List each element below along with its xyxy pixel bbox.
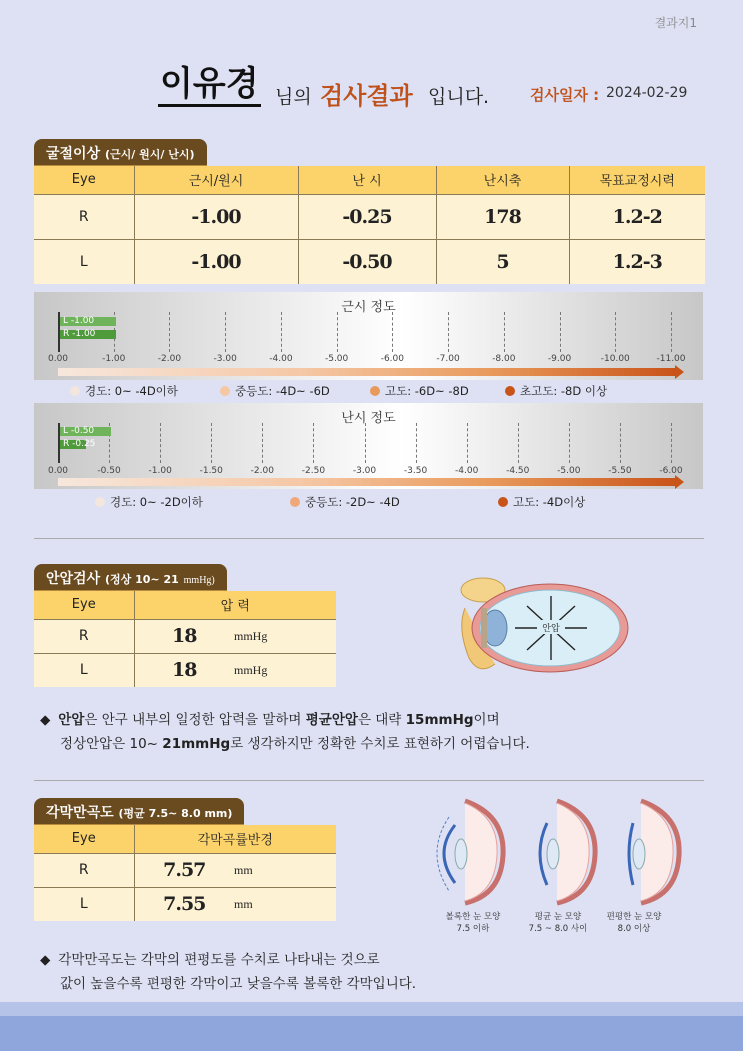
myopia-gauge [34,292,703,380]
note-text: 각막만곡도는 각막의 편평도를 수치로 나타내는 것으로 [58,952,380,968]
iop-diagram-label: 안압 [542,624,560,634]
gauge-scale-label: -5.00 [557,466,581,476]
gauge-tick [225,312,226,352]
gauge-tick [160,423,161,463]
gauge-tick [560,312,561,352]
iop-note-line2 [40,732,530,756]
note-text: 은 안구 내부의 일정한 압력을 말하며 [84,712,302,728]
caption-line: 평균 눈 모양 [534,912,582,922]
gauge-scale-label: -11.00 [656,354,686,364]
iop-value: 18 [134,653,234,687]
caption-line: 편평한 눈 모양 [606,912,662,922]
target-cell: 1.2-3 [569,239,705,284]
eye-cell: R [34,619,134,653]
gauge-scale-label: -4.00 [269,354,293,364]
average-eye-caption [518,911,598,935]
legend-label: 경도: 0~ -2D이하 [110,495,203,509]
caption-line: 7.5 이하 [456,924,490,934]
gauge-scale-label: -5.00 [324,354,349,364]
gauge-scale-label: -2.50 [301,466,326,476]
gauge-tick [448,312,449,352]
note-text: 값이 높을수록 편평한 각막이고 낮을수록 볼록한 각막입니다. [60,976,417,992]
gauge-scale-label: -10.00 [600,354,630,364]
footer-band [0,1002,743,1016]
legend-item [505,384,607,398]
gauge-tick [518,423,519,463]
axis-cell: 178 [436,194,569,239]
legend-item [290,494,498,510]
cyl-cell: -0.25 [298,194,436,239]
steep-eye-caption [433,911,513,935]
legend-dot [290,497,300,507]
astigmatism-legend [95,494,585,510]
flat-eye-caption [594,911,674,935]
note-bold: 21mmHg [162,736,231,752]
gauge-scale-label: -3.50 [403,466,428,476]
gauge-bar: L -1.00 [60,317,116,326]
honorific: 님의 [275,86,312,108]
gauge-tick [392,312,393,352]
sph-cell: -1.00 [134,194,298,239]
sph-cell: -1.00 [134,239,298,284]
curvature-unit: mm [234,853,336,887]
eye-cell: L [34,239,134,284]
legend-dot [498,497,508,507]
col-cyl: 난 시 [298,166,436,194]
iop-subtitle-text: (정상 10~ 21 [104,573,179,586]
cornea-section-title [34,798,244,824]
diamond-icon: ◆ [40,952,51,968]
col-eye: Eye [34,166,134,194]
gauge-severity-arrow [58,478,675,486]
gauge-scale-label: -1.50 [199,466,223,476]
iop-value: 18 [134,619,234,653]
col-curvature: 각막곡률반경 [134,825,336,853]
patient-name: 이유경 [158,64,261,107]
astigmatism-gauge-title: 난시 정도 [341,411,396,426]
gauge-bar: L -0.50 [60,427,111,436]
gauge-tick [569,423,570,463]
cornea-note-line2 [40,972,416,996]
cornea-note [40,948,416,996]
legend-item [95,494,290,510]
legend-item [498,495,585,509]
flat-eye-icon [629,801,679,903]
axis-cell: 5 [436,239,569,284]
exam-date-label: 검사일자 : [530,86,600,104]
table-row [34,619,336,653]
gauge-severity-arrow [58,368,675,376]
gauge-scale-label: 0.00 [47,354,69,364]
legend-item [220,383,370,399]
col-pressure: 압 력 [134,591,336,619]
cyl-cell: -0.50 [298,239,436,284]
cornea-shape-illustration [425,795,685,907]
diamond-icon: ◆ [40,712,51,728]
gauge-scale-label: -2.00 [157,354,182,364]
gauge-tick [615,312,616,352]
report-title [0,62,743,112]
gauge-scale-label: -1.00 [148,466,172,476]
iop-unit: mmHg [234,619,336,653]
myopia-gauge-title: 근시 정도 [341,300,396,315]
gauge-tick [365,423,366,463]
cornea-note-line1 [40,948,416,972]
eye-cell: R [34,194,134,239]
gauge-tick [262,423,263,463]
legend-label: 고도: -4D이상 [513,495,586,509]
legend-dot [70,386,80,396]
eye-cell: L [34,887,134,921]
table-row [34,194,705,239]
iop-table [34,591,336,687]
gauge-scale-label: -3.00 [213,354,237,364]
note-bold: 안압 [58,712,85,728]
gauge-tick [416,423,417,463]
gauge-tick [467,423,468,463]
table-row [34,653,336,687]
cornea-header-row [34,825,336,853]
gauge-scale-label: -3.00 [352,466,377,476]
legend-label: 경도: 0~ -4D이하 [85,384,178,398]
caption-line: 8.0 이상 [617,924,651,934]
refraction-section-title [34,139,207,165]
col-axis: 난시축 [436,166,569,194]
iop-note [40,708,530,756]
note-bold: 평균안압 [305,712,358,728]
gauge-bar: R -1.00 [60,330,116,339]
iop-header-row [34,591,336,619]
iop-subtitle-unit: mmHg) [183,575,215,586]
legend-label: 중등도: -2D~ -4D [305,495,400,509]
refraction-header-row [34,166,705,194]
curvature-value: 7.57 [134,853,234,887]
astigmatism-gauge [34,403,703,489]
average-eye-icon [540,801,595,903]
gauge-scale-label: -6.00 [380,354,405,364]
gauge-scale-label: -0.50 [97,466,121,476]
gauge-tick [313,423,314,463]
gauge-scale-label: -1.00 [102,354,126,364]
legend-dot [505,386,515,396]
cornea-subtitle-text: (평균 7.5~ 8.0 mm) [118,807,233,820]
iop-title-text: 안압검사 [46,571,101,587]
eye-pressure-illustration [455,568,635,680]
gauge-tick [281,312,282,352]
note-text: 은 10~ [112,736,158,752]
myopia-legend [70,383,607,399]
legend-label: 고도: -6D~ -8D [385,384,469,398]
col-eye: Eye [34,825,134,853]
refraction-title-text: 굴절이상 [46,146,101,162]
target-cell: 1.2-2 [569,194,705,239]
iop-section-title [34,564,227,590]
result-word: 검사결과 [320,82,413,110]
table-row [34,887,336,921]
caption-line: 7.5 ~ 8.0 사이 [528,924,588,934]
note-text: 로 생각하지만 정확한 수치로 표현하기 어렵습니다. [230,736,530,752]
iop-unit: mmHg [234,653,336,687]
exam-date-value: 2024-02-29 [606,85,688,101]
caption-line: 볼록한 눈 모양 [445,912,501,922]
legend-label: 초고도: -8D 이상 [520,384,608,398]
refraction-table [34,166,705,284]
gauge-tick [211,423,212,463]
cornea-table [34,825,336,921]
gauge-tick [620,423,621,463]
gauge-tick [169,312,170,352]
cornea-title-text: 각막만곡도 [46,805,114,821]
steep-eye-icon [437,801,503,903]
footer-bar [0,1016,743,1051]
gauge-scale-label: -5.50 [608,466,632,476]
eye-cell: R [34,853,134,887]
curvature-unit: mm [234,887,336,921]
gauge-scale-label: -4.00 [455,466,479,476]
legend-item [70,383,220,399]
gauge-tick [671,312,672,352]
col-eye: Eye [34,591,134,619]
page-label: 결과지1 [654,16,697,30]
legend-item [370,383,505,399]
legend-dot [220,386,230,396]
iop-note-line1 [40,708,530,732]
gauge-scale-label: -9.00 [547,354,572,364]
gauge-tick [671,423,672,463]
legend-label: 중등도: -4D~ -6D [235,384,330,398]
divider [34,538,704,539]
gauge-scale-label: -7.00 [436,354,460,364]
eye-cell: L [34,653,134,687]
gauge-scale-label: 0.00 [47,466,69,476]
gauge-scale-label: -6.00 [659,466,683,476]
table-row [34,239,705,284]
legend-dot [370,386,380,396]
gauge-bar: R -0.25 [60,440,86,449]
note-text: 정상안압 [60,736,113,752]
curvature-value: 7.55 [134,887,234,921]
gauge-tick [337,312,338,352]
title-ending: 입니다. [428,86,490,108]
gauge-scale-label: -4.50 [506,466,530,476]
refraction-subtitle-text: (근시/ 원시/ 난시) [104,148,195,161]
note-text: 은 대략 [357,712,402,728]
note-text: 이며 [473,712,500,728]
divider [34,780,704,781]
table-row [34,853,336,887]
note-bold: 15mmHg [405,712,474,728]
gauge-scale-label: -2.00 [250,466,274,476]
legend-dot [95,497,105,507]
gauge-tick [504,312,505,352]
gauge-scale-label: -8.00 [492,354,516,364]
col-sph: 근시/원시 [134,166,298,194]
col-target: 목표교정시력 [569,166,705,194]
